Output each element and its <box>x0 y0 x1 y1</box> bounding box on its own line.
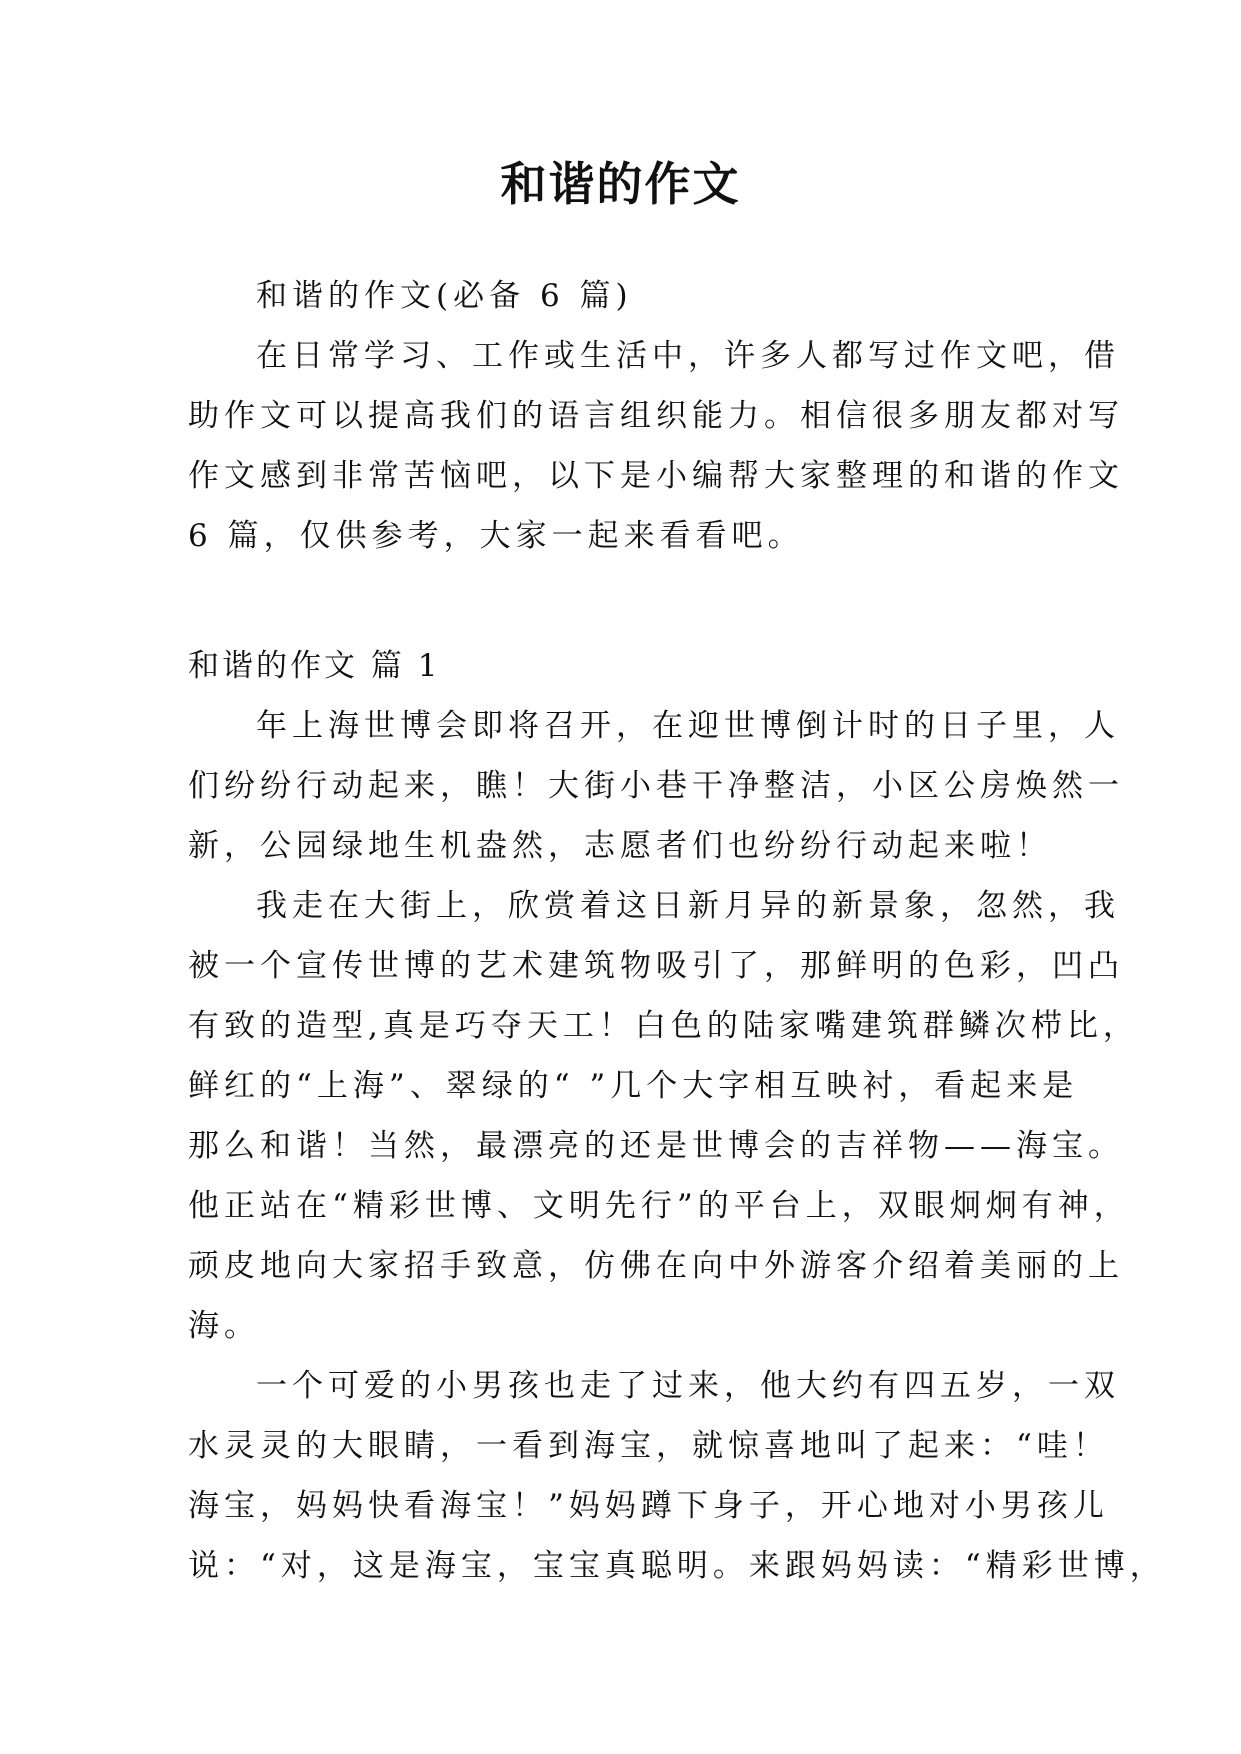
intro-block <box>188 266 1124 566</box>
paragraph-line: 年上海世博会即将召开，在迎世博倒计时的日子里，人 <box>256 708 1120 744</box>
intro-line: 作文感到非常苦恼吧，以下是小编帮大家整理的和谐的作文 <box>188 458 1124 494</box>
intro-line: 6 篇，仅供参考，大家一起来看看吧。 <box>188 518 804 554</box>
paragraph-line: 一个可爱的小男孩也走了过来，他大约有四五岁，一双 <box>256 1368 1120 1404</box>
section-heading: 和谐的作文 篇 1 <box>188 648 441 684</box>
intro-line: 助作文可以提高我们的语言组织能力。相信很多朋友都对写 <box>188 398 1124 434</box>
paragraph-line: 顽皮地向大家招手致意，仿佛在向中外游客介绍着美丽的上 <box>188 1248 1124 1284</box>
paragraph-line: 他正站在“精彩世博、文明先行”的平台上，双眼炯炯有神， <box>188 1188 1130 1224</box>
paragraph-line: 新，公园绿地生机盎然，志愿者们也纷纷行动起来啦！ <box>188 828 1052 864</box>
paragraph-line: 们纷纷行动起来，瞧！大街小巷干净整洁，小区公房焕然一 <box>188 768 1124 804</box>
intro-line: 在日常学习、工作或生活中，许多人都写过作文吧，借 <box>256 338 1120 374</box>
intro-subtitle: 和谐的作文(必备 6 篇) <box>256 278 633 314</box>
paragraph-line: 鲜红的“上海”、翠绿的“ ”几个大字相互映衬，看起来是 <box>188 1068 1079 1104</box>
paragraph-line: 我走在大街上，欣赏着这日新月异的新景象，忽然，我 <box>256 888 1120 924</box>
paragraph-line: 被一个宣传世博的艺术建筑物吸引了，那鲜明的色彩，凹凸 <box>188 948 1124 984</box>
paragraph-line: 海。 <box>188 1308 260 1344</box>
paragraph-line: 海宝，妈妈快看海宝！”妈妈蹲下身子，开心地对小男孩儿 <box>188 1488 1109 1524</box>
section-body <box>188 696 1166 1596</box>
paragraph-line: 那么和谐！当然，最漂亮的还是世博会的吉祥物——海宝。 <box>188 1128 1124 1164</box>
paragraph-line: 有致的造型,真是巧夺天工！白色的陆家嘴建筑群鳞次栉比， <box>188 1008 1139 1044</box>
document-title: 和谐的作文 <box>500 157 741 211</box>
paragraph-line: 水灵灵的大眼睛，一看到海宝，就惊喜地叫了起来：“哇！ <box>188 1428 1109 1464</box>
paragraph-line: 说：“对，这是海宝，宝宝真聪明。来跟妈妈读：“精彩世博， <box>188 1548 1166 1584</box>
